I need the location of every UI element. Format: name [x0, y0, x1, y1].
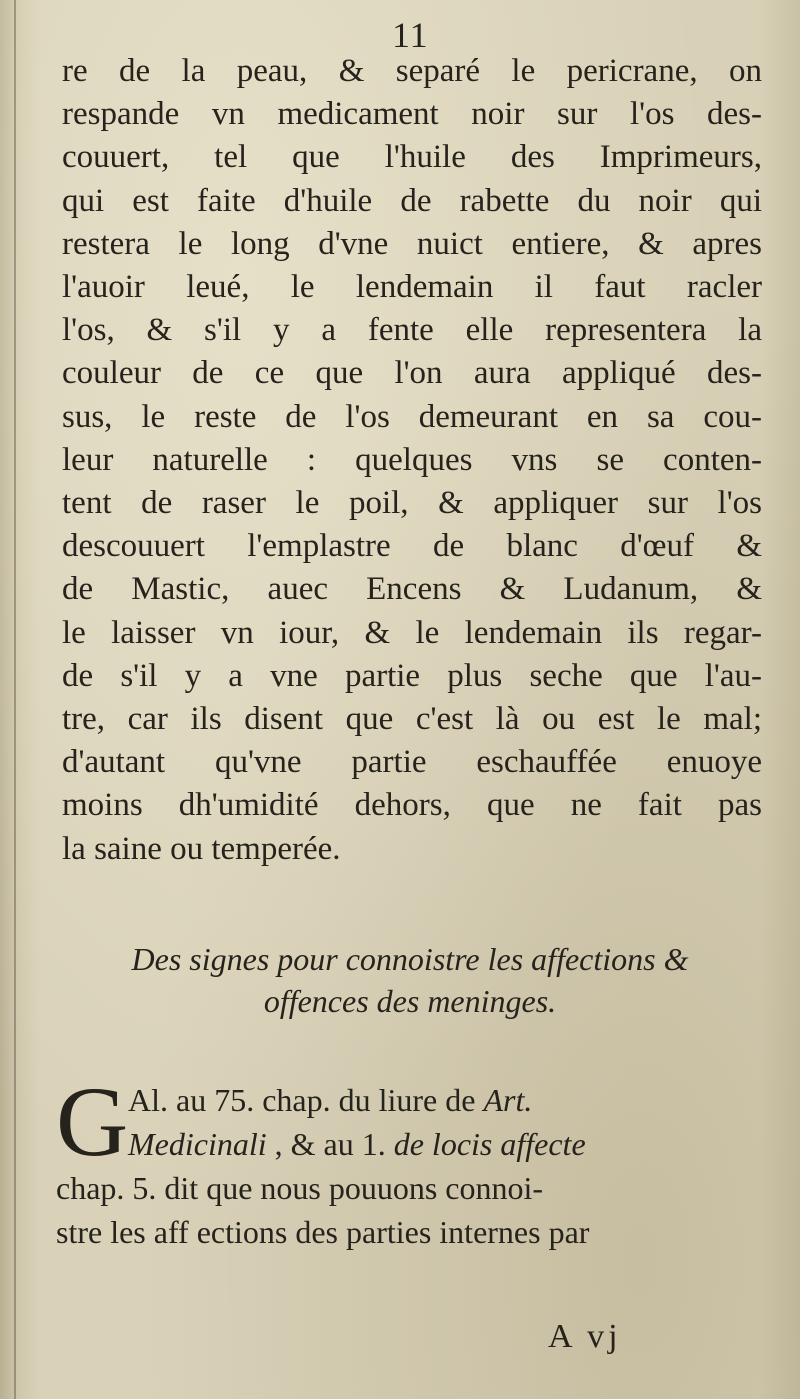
text-line: moins dh'umidité dehors, que ne fait pas [62, 787, 762, 824]
text-line: leur naturelle : quelques vns se conten- [62, 441, 762, 478]
page-gutter-edge [14, 0, 16, 1399]
second-paragraph [56, 1066, 768, 1254]
page-number: 11 [392, 15, 429, 55]
text-line: re de la peau, & separé le pericrane, on [62, 53, 762, 89]
text-line: couuert, tel que l'huile des Imprimeurs, [62, 139, 762, 176]
text-line: respande vn medicament noir sur l'os des- [62, 96, 762, 133]
text-line: chap. 5. dit que nous pouuons connoi- [56, 1170, 544, 1206]
text-line [56, 1078, 768, 1122]
text-segment-italic: de locis affecte [393, 1126, 586, 1162]
text-line: descouuert l'emplastre de blanc d'œuf & [62, 528, 762, 565]
text-line: qui est faite d'huile de rabette du noir qui [62, 182, 762, 219]
text-line: le laisser vn iour, & le lendemain ils regar- [62, 614, 762, 651]
text-line: tre, car ils disent que c'est là ou est le mal; [62, 701, 762, 738]
text-line [56, 1122, 768, 1166]
section-heading-line-2: offences des meninges. [263, 983, 557, 1019]
text-segment-italic: Medicinali [128, 1126, 267, 1162]
text-line: restera le long d'vne nuict entiere, & apres [62, 225, 762, 262]
signature-mark: A vj [548, 1318, 622, 1355]
text-line: stre les aff ections des parties internes par [56, 1214, 590, 1250]
text-segment: Al. au 75. chap. du liure de [128, 1082, 484, 1118]
text-line: de s'il y a vne partie plus seche que l'au- [62, 657, 762, 694]
text-line: la saine ou temperée. [62, 830, 341, 867]
text-line: l'auoir leué, le lendemain il faut racler [62, 269, 762, 306]
text-line: l'os, & s'il y a fente elle representera la [62, 312, 762, 349]
main-paragraph [62, 50, 762, 871]
text-line: sus, le reste de l'os demeurant en sa cou- [62, 398, 762, 435]
text-line: tent de raser le poil, & appliquer sur l'os [62, 485, 762, 522]
text-line: couleur de ce que l'on aura appliqué des- [62, 355, 762, 392]
text-segment: , & au 1. [266, 1126, 394, 1162]
text-line: de Mastic, auec Encens & Ludanum, & [62, 571, 762, 608]
text-line: d'autant qu'vne partie eschauffée enuoye [62, 744, 762, 781]
text-segment-italic: Art. [483, 1082, 533, 1118]
drop-cap-letter: G [56, 1066, 129, 1177]
section-heading [60, 938, 760, 1022]
section-heading-line-1: Des signes pour connoistre les affections & [131, 941, 689, 977]
